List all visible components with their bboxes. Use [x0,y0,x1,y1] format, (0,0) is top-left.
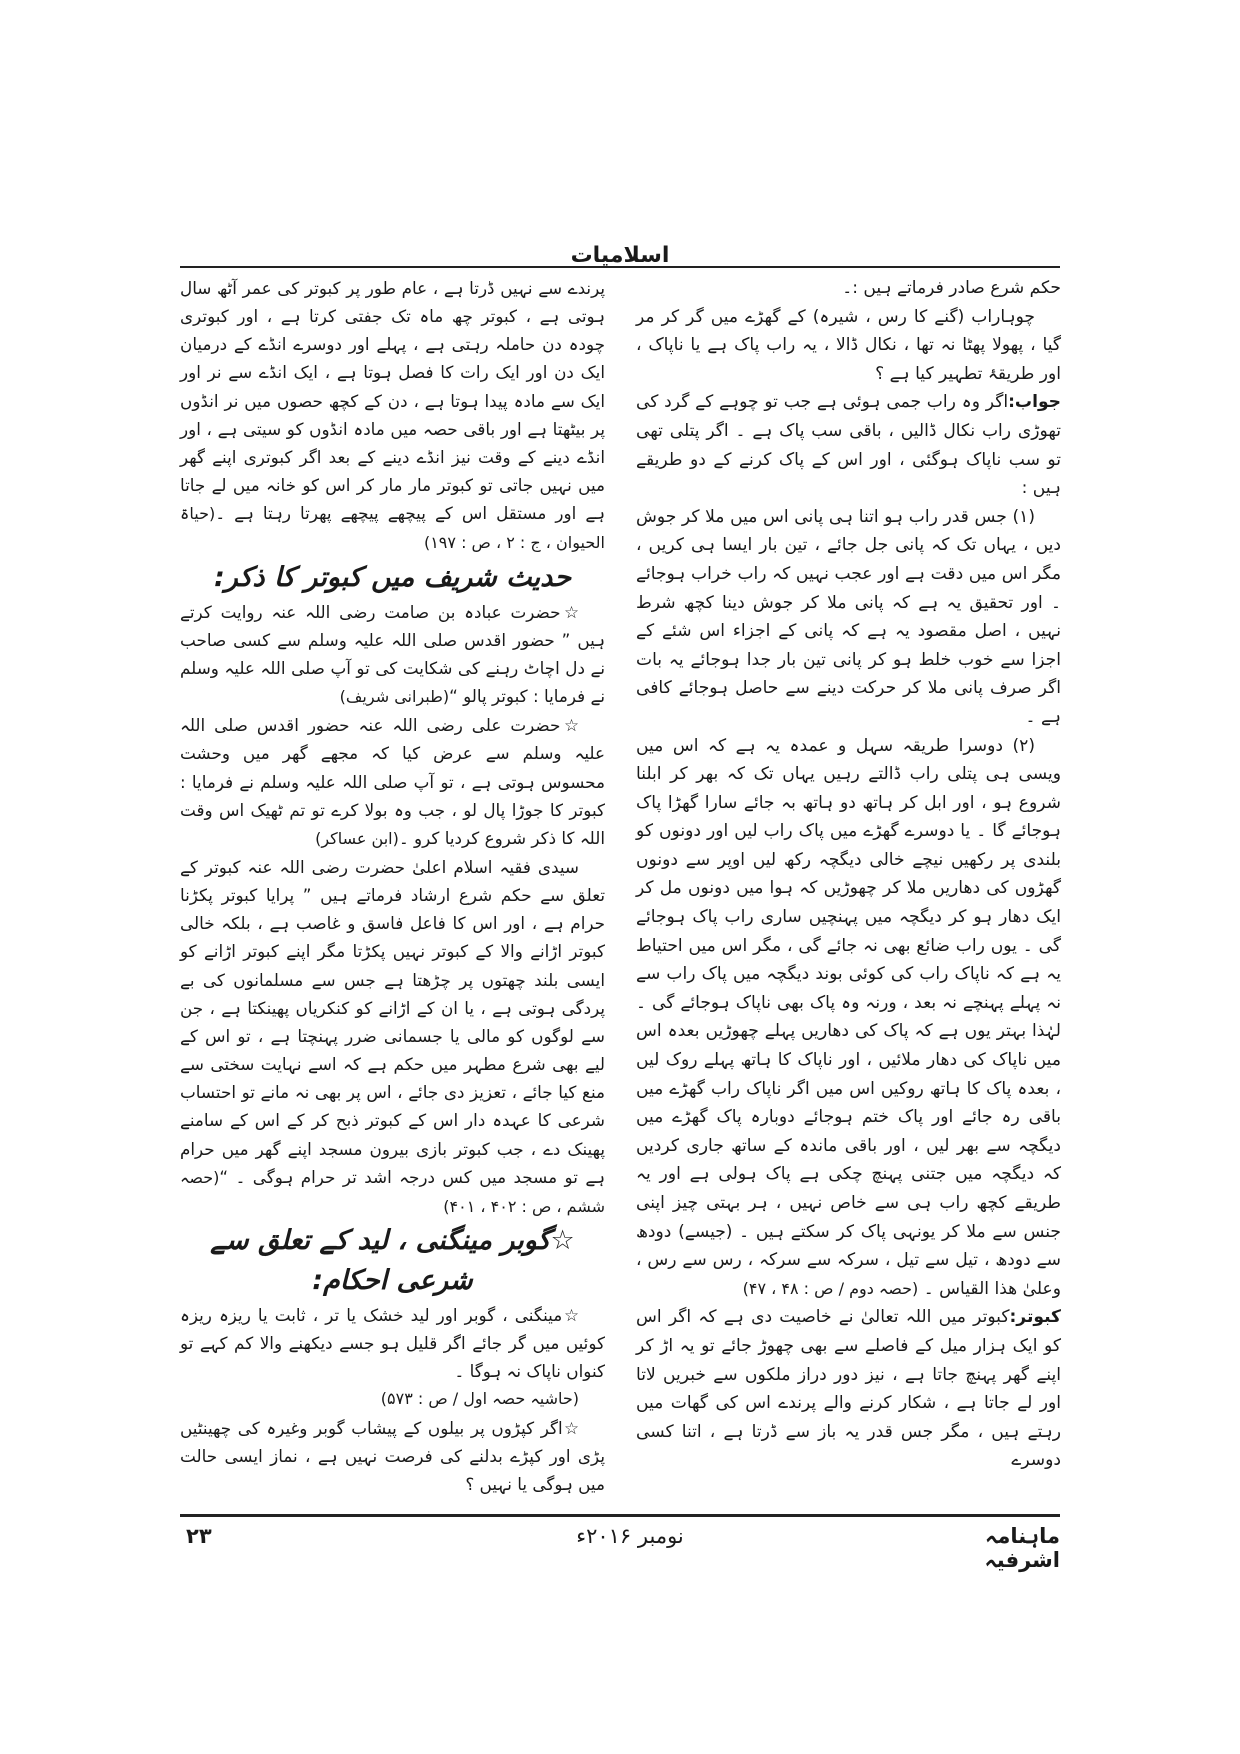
paragraph [180,711,605,853]
footer-divider [180,1514,1060,1517]
paragraph-text: کبوتر میں اللہ تعالیٰ نے خاصیت دی ہے کہ اگر اس کو ایک ہزار میل کے فاصلے سے بھی چھوڑ جائے تو یہ اڑ کر اپنے گھر پہنچ جاتا ہے ، نیز دور دراز ملکوں سے خبریں لاتا اور لے جاتا ہے ، شکار کرنے والے پرندے اس کی گھات میں رہتے ہیں ، مگر جس قدر یہ باز سے ڈرتا ہے ، اتنا کسی دوسرے [636,1307,1061,1471]
paragraph-text: سیدی فقیہ اسلام اعلیٰ حضرت رضی اللہ عنہ کبوتر کے تعلق سے حکم شرع ارشاد فرماتے ہیں ” پرایا کبوتر پکڑنا حرام ہے ، اور اس کا فاعل فاسق و غاصب ہے ، بلکہ خالی کبوتر اڑانے والا کے کبوتر نہیں پکڑتا مگر اپنے کبوتر اڑانے کو ایسی بلند چھتوں پر چڑھتا ہے جس سے مسلمانوں کی بے پردگی ہوتی ہے ، یا ان کے اڑانے کو کنکریاں پھینکتا ہے ، جن سے لوگوں کو مالی یا جسمانی ضرر پہنچتا ہے ، تو اس کے لیے بھی شرع مطہر میں حکم ہے کہ اسے نہایت سختی سے منع کیا جائے ، تعزیز دی جائے ، اس پر بھی نہ مانے تو احتساب شرعی کا عہدہ دار اس کے کبوتر ذبح کر کے اس کے سامنے پھینک دے ، جب کبوتر بازی بیرون مسجد اپنے گھر میں حرام ہے تو مسجد میں کس درجہ اشد تر حرام ہوگی ۔ “ [180,856,605,1187]
paragraph: ☆مینگنی ، گوبر اور لید خشک یا تر ، ثابت یا ریزہ ریزہ کوئیں میں گر جائے اگر قلیل ہو جسے دیکھنے والا کم کہے تو کنواں ناپاک نہ ہوگا ۔ [180,1305,605,1382]
right-column [636,274,1061,1475]
citation: (حصہ ششم ، ص : ۴۰۲ ، ۴۰۱) [180,1167,605,1216]
citation: (ابن عساکر) [315,828,399,848]
answer-paragraph [636,388,1061,502]
paragraph: ☆اگر کپڑوں پر بیلوں کے پیشاب گوبر وغیرہ کی چھینٹیں پڑی اور کپڑے بدلنے کی فرصت نہیں ہے ، نماز ایسی حالت میں ہوگی یا نہیں ؟ [180,1417,605,1494]
paragraph [636,732,1061,1304]
paragraph-text: ☆حضرت علی رضی اللہ عنہ حضور اقدس صلی اللہ علیہ وسلم سے عرض کیا کہ مجھے گھر میں وحشت محسوس ہوتی ہے ، تو آپ صلی اللہ علیہ وسلم نے فرمایا : کبوتر کا جوڑا پال لو ، جب وہ بولا کرے تو تم ٹھیک اس وقت اللہ کا ذکر شروع کردیا کرو ۔ [180,715,605,848]
pigeon-paragraph [636,1303,1061,1475]
paragraph [180,853,605,1221]
pigeon-label: کبوتر: [1009,1307,1061,1328]
section-heading-hadith: حدیث شریف میں کبوتر کا ذکر: [213,561,572,593]
paragraph-text: (۲) دوسرا طریقہ سہل و عمدہ یہ ہے کہ اس میں ویسی ہی پتلی راب ڈالتے رہیں یہاں تک کہ بھر کر ابلنا شروع ہو ، اور ابل کر ہاتھ دو ہاتھ بہ جائے سارا گھڑا پاک ہوجائے گا ۔ یا دوسرے گھڑے میں پاک راب لیں اور دونوں کو بلندی پر رکھیں نیچے خالی دیگچہ رکھ لیں اوپر سے دونوں گھڑوں کی دھاریں ملا کر چھوڑیں کہ ہوا میں دونوں مل کر ایک دھار ہو کر دیگچہ میں پہنچیں ساری راب پاک ہوجائے گی ۔ یوں راب ضائع بھی نہ جائے گی ، مگر اس میں احتیاط یہ ہے کہ ناپاک راب کی کوئی بوند دیگچہ میں پاک راب سے نہ پہلے پہنچے نہ بعد ، ورنہ وہ پاک بھی ناپاک ہوجائے گی ۔ لہٰذا بہتر یوں ہے کہ پاک کی دھاریں پہلے چھوڑیں بعدہ اس میں ناپاک کی دھار ملائیں ، اور ناپاک کا ہاتھ پہلے روک لیں ، بعدہ پاک کا ہاتھ روکیں اس میں اگر ناپاک راب گھڑے میں باقی رہ جائے اور پاک ختم ہوجائے دوبارہ پاک گھڑے میں دیگچہ سے بھر لیں ، اور باقی ماندہ کے ساتھ جاری کردیں کہ دیگچہ میں جتنی پہنچ چکی ہے پاک ہولی ہے اور یہ طریقے کچھ راب ہی سے خاص نہیں ، ہر بہتی چیز اپنی جنس سے ملا کر یونہی پاک کر سکتے ہیں ۔ (جیسے) دودھ سے دودھ ، تیل سے تیل ، سرکہ سے سرکہ ، رس سے رس ، وعلیٰ ھذا القیاس ۔ [636,735,1061,1299]
citation: (حاشیہ حصہ اول / ص : ۵۷۳) [380,1389,579,1409]
paragraph [180,274,605,558]
paragraph-text: پرندے سے نہیں ڈرتا ہے ، عام طور پر کبوتر کی عمر آٹھ سال ہوتی ہے ، کبوتر چھ ماہ تک جفتی کرتا ہے ، اور کبوتری چودہ دن حاملہ رہتی ہے ، پہلے اور دوسرے انڈے کے درمیان ایک دن اور ایک رات کا فصل ہوتا ہے ، ایک انڈے سے نر اور ایک سے مادہ پیدا ہوتا ہے ، دن کے کچھ حصوں میں نر انڈوں پر بیٹھتا ہے اور باقی حصہ میں مادہ انڈوں کو سیتی ہے ، اور انڈے دینے کے وقت نیز انڈے دینے کے بعد اگر کبوتری اپنے گھر میں نہیں جاتی تو کبوتر مار مار کر اس کو خانہ میں لے جاتا ہے اور مستقل اس کے پیچھے پیچھے پھرتا رہتا ہے ۔ [180,278,605,524]
answer-text: اگر وہ راب جمی ہوئی ہے جب تو چوہے کے گرد کی تھوڑی راب نکال ڈالیں ، باقی سب پاک ہے ۔ اگر پتلی تھی تو سب ناپاک ہوگئی ، اور اس کے پاک کرنے کے دو طریقے ہیں : [636,392,1061,499]
paragraph: چوہاراب (گنے کا رس ، شیرہ) کے گھڑے میں گر کر مر گیا ، پھولا پھٹا نہ تھا ، نکال ڈالا ، یہ راب پاک ہے یا ناپاک ، اور طریقۂ تطہیر کیا ہے ؟ [636,306,1061,384]
paragraph-text: ☆حضرت عبادہ بن صامت رضی اللہ عنہ روایت کرتے ہیں ” حضور اقدس صلی اللہ علیہ وسلم سے کسی صاحب نے دل اچاٹ رہنے کی شکایت کی تو آپ صلی اللہ علیہ وسلم نے فرمایا : کبوتر پالو “ [180,601,605,707]
page-number: ۲۳ [186,1524,212,1548]
citation: (طبرانی شریف) [339,687,450,707]
left-column [180,274,605,1498]
page-header-title: اسلامیات [570,243,670,268]
section-heading-dung: ☆گوبر مینگنی ، لید کے تعلق سے شرعی احکام: [210,1225,575,1296]
answer-label: جواب: [1008,392,1061,413]
paragraph: حکم شرع صادر فرماتے ہیں :۔ [842,278,1061,298]
header-divider [180,266,1060,268]
paragraph: (۱) جس قدر راب ہو اتنا ہی پانی اس میں ملا کر جوش دیں ، یہاں تک کہ پانی جل جائے ، تین بار ایسا ہی کریں ، مگر اس میں دقت ہے اور عجب نہیں کہ راب خراب ہوجائے ۔ اور تحقیق یہ ہے کہ پانی ملا کر جوش دینا کچھ شرط نہیں ، اصل مقصود یہ ہے کہ پانی کے اجزاء اس شئے کے اجزا سے خوب خلط ہو کر پانی تین بار جدا ہوجائے یہ بات اگر صرف پانی ملا کر حرکت دینے سے حاصل ہوجائے کافی ہے ۔ [636,506,1061,727]
issue-date: نومبر ۲۰۱۶ء [576,1524,684,1548]
magazine-name: ماہنامہ اشرفیہ [984,1524,1060,1572]
citation: (حصہ دوم / ص : ۴۸ ، ۴۷) [742,1278,919,1298]
paragraph [180,598,605,712]
citation: (حیاۃ الحیوان ، ج : ۲ ، ص : ۱۹۷) [180,504,605,553]
